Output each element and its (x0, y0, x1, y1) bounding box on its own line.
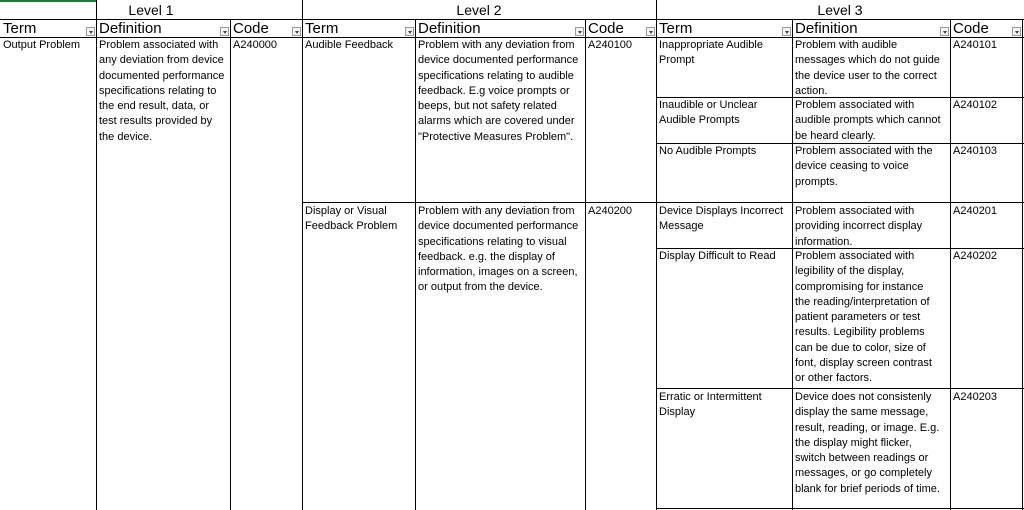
filter-dropdown-icon[interactable] (220, 27, 229, 36)
header-definition-l3: Definition (795, 20, 858, 37)
level3-term[interactable]: Erratic or Intermittent Display (659, 391, 762, 419)
level3-code[interactable]: A240201 (953, 205, 998, 217)
level3-term[interactable]: No Audible Prompts (659, 145, 757, 157)
level3-definition[interactable]: Problem with audible messages which do not guide the device user to the correct action. (795, 39, 940, 97)
col-divider (230, 19, 231, 510)
level2-term[interactable]: Display or Visual Feedback Problem (305, 205, 398, 233)
level3-definition[interactable]: Problem associated with legibility of the display, compromising for instance the reading/interpretation of patient parameters or test results. Legibility problems can be due to color, size of font, display screen contrast or other factors. (795, 250, 932, 385)
level-2-title: Level 2 (456, 2, 502, 18)
col-divider (585, 19, 586, 510)
level2-code[interactable]: A240200 (588, 205, 633, 217)
level2-code[interactable]: A240100 (588, 39, 633, 51)
col-divider (950, 19, 951, 510)
level-3-title: Level 3 (817, 2, 863, 18)
header-code-l2: Code (588, 20, 624, 37)
header-definition-l2: Definition (418, 20, 481, 37)
header-definition-l1: Definition (99, 20, 162, 37)
filter-dropdown-icon[interactable] (575, 27, 584, 36)
level3-code[interactable]: A240102 (953, 99, 998, 111)
level3-definition[interactable]: Problem associated with providing incorrect display information. (795, 205, 923, 248)
filter-dropdown-icon[interactable] (646, 27, 655, 36)
level3-definition[interactable]: Device does not consistenly display the same message, result, reading, or image. E.g. the display might flicker, switch between readings or messages, or go completely blank for brief periods of time. (795, 391, 940, 495)
header-code-l1: Code (233, 20, 269, 37)
level3-code[interactable]: A240203 (953, 391, 998, 403)
header-term-l1: Term (3, 20, 37, 37)
level-1-title: Level 1 (128, 2, 174, 18)
level1-term[interactable]: Output Problem (3, 39, 81, 51)
level3-definition[interactable]: Problem associated with the device ceasing to voice prompts. (795, 145, 933, 188)
level2-definition[interactable]: Problem with any deviation from device documented performance specifications relating to audible feedback. E.g voice prompts or beeps, but not safety related alarms which are covered under "Protective Measures Problem". (418, 39, 579, 143)
level3-code[interactable]: A240101 (953, 39, 998, 51)
row-divider-level2 (302, 202, 1024, 203)
level3-term[interactable]: Inappropriate Audible Prompt (659, 39, 763, 67)
level3-term[interactable]: Display Difficult to Read (659, 250, 776, 262)
header-code-l3: Code (953, 20, 989, 37)
level2-definition[interactable]: Problem with any deviation from device documented performance specifications relating to visual feedback. e.g. the display of information, images on a screen, or output from the device. (418, 205, 579, 294)
filter-dropdown-icon[interactable] (1012, 27, 1021, 36)
filter-dropdown-icon[interactable] (782, 27, 791, 36)
level3-code[interactable]: A240103 (953, 145, 998, 157)
header-term-l3: Term (659, 20, 693, 37)
level1-code[interactable]: A240000 (233, 39, 278, 51)
col-divider (1022, 19, 1023, 510)
level3-code[interactable]: A240202 (953, 250, 998, 262)
filter-dropdown-icon[interactable] (405, 27, 414, 36)
filter-dropdown-icon[interactable] (86, 27, 95, 36)
filter-dropdown-icon[interactable] (292, 27, 301, 36)
col-divider (302, 0, 303, 510)
level1-definition[interactable]: Problem associated with any deviation from device documented performance specifications relating to the end result, data, or test results provided by the device. (99, 39, 225, 143)
row-divider-l3-6 (656, 508, 1024, 509)
level3-definition[interactable]: Problem associated with audible prompts which cannot be heard clearly. (795, 99, 941, 142)
level3-term[interactable]: Inaudible or Unclear Audible Prompts (659, 99, 758, 127)
filter-dropdown-icon[interactable] (940, 27, 949, 36)
header-term-l2: Term (305, 20, 339, 37)
level2-term[interactable]: Audible Feedback (305, 39, 394, 51)
row-divider-l3-5 (656, 388, 1024, 389)
level3-term[interactable]: Device Displays Incorrect Message (659, 205, 784, 233)
